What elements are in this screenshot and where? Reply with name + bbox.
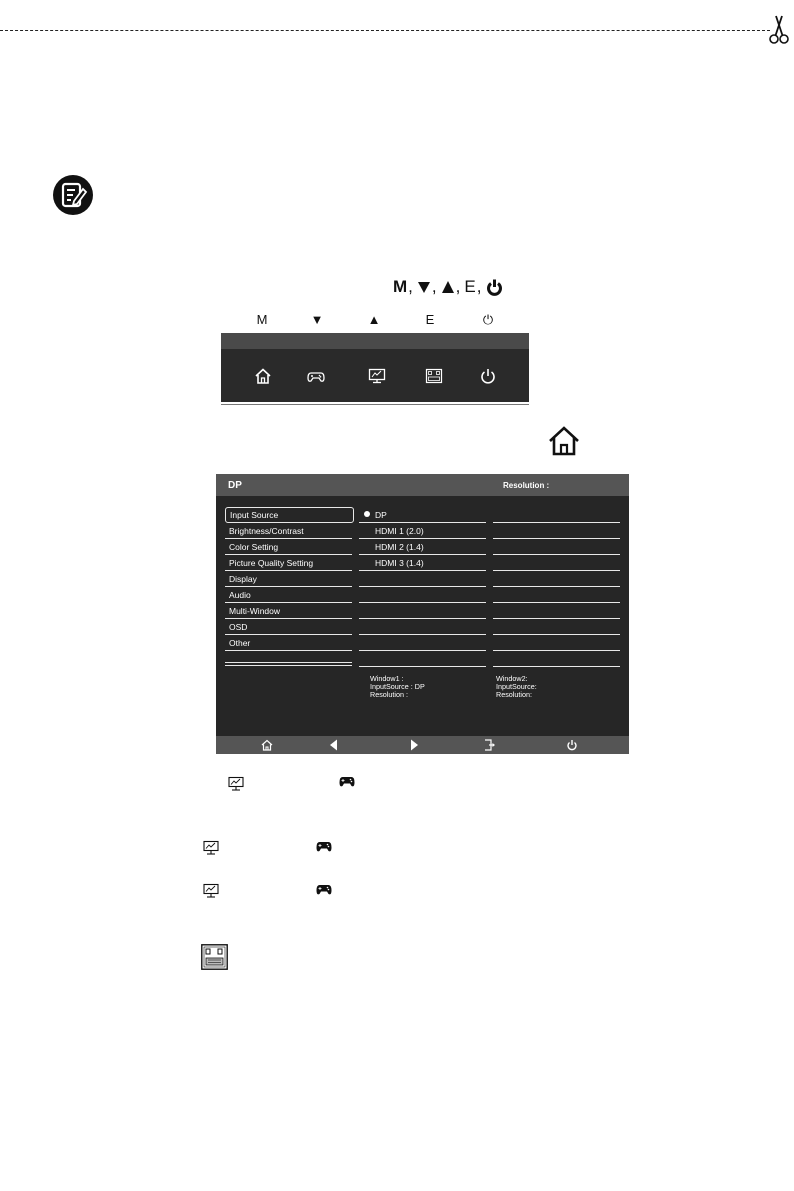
divider <box>359 538 486 539</box>
menu-item-display[interactable] <box>225 572 352 587</box>
monitor-icon[interactable] <box>368 367 386 385</box>
menu-item-other[interactable] <box>225 636 352 651</box>
power-icon <box>486 279 503 296</box>
button-label-down: ▼ <box>310 312 324 327</box>
menu-item-label: Picture Quality Setting <box>229 558 314 568</box>
down-triangle-icon <box>417 280 431 294</box>
divider <box>359 666 486 667</box>
osd-resolution-label: Resolution : <box>503 481 550 490</box>
button-panel <box>221 333 529 402</box>
pip-icon <box>201 944 228 970</box>
home-icon[interactable] <box>261 739 273 751</box>
divider <box>359 602 486 603</box>
divider <box>493 634 620 635</box>
divider <box>493 554 620 555</box>
key-legend <box>393 276 503 298</box>
window2-input: InputSource: <box>496 682 537 691</box>
divider <box>359 586 486 587</box>
separator: , <box>476 277 482 296</box>
separator: , <box>431 277 437 296</box>
button-label-m: M <box>256 312 268 327</box>
power-icon[interactable] <box>479 367 497 385</box>
window2-resolution: Resolution: <box>496 690 532 699</box>
up-triangle-icon <box>441 280 455 294</box>
panel-bottom-rule <box>221 404 529 405</box>
power-icon[interactable] <box>566 739 578 751</box>
menu-item-label: Color Setting <box>229 542 279 552</box>
option-dp[interactable]: DP <box>375 510 387 520</box>
selected-option-dot <box>364 511 370 517</box>
left-arrow-icon[interactable] <box>328 739 340 751</box>
osd-menu <box>216 474 629 754</box>
menu-item-color-setting[interactable] <box>225 540 352 555</box>
monitor-icon <box>228 776 244 792</box>
divider <box>359 618 486 619</box>
cut-line <box>0 30 770 31</box>
window2-info <box>496 675 537 699</box>
right-arrow-icon[interactable] <box>408 739 420 751</box>
menu-item-label: Other <box>229 638 251 648</box>
divider <box>359 634 486 635</box>
divider <box>359 650 486 651</box>
window2-title: Window2: <box>496 674 528 683</box>
divider <box>359 522 486 523</box>
divider <box>493 666 620 667</box>
option-hdmi1[interactable]: HDMI 1 (2.0) <box>375 526 424 536</box>
menu-item-osd[interactable] <box>225 620 352 635</box>
separator: , <box>455 277 461 296</box>
menu-item-label: OSD <box>229 622 248 632</box>
divider <box>359 554 486 555</box>
divider <box>359 570 486 571</box>
key-m-label: M <box>393 277 408 296</box>
menu-item-empty <box>225 651 352 666</box>
menu-item-audio[interactable] <box>225 588 352 603</box>
menu-item-multi-window[interactable] <box>225 604 352 619</box>
exit-icon[interactable] <box>484 739 496 751</box>
monitor-icon <box>203 883 219 899</box>
divider <box>493 570 620 571</box>
window1-input: InputSource : DP <box>370 682 425 691</box>
note-icon <box>52 174 94 216</box>
scissors-icon <box>768 14 790 44</box>
home-icon[interactable] <box>254 367 272 385</box>
window1-title: Window1 : <box>370 674 404 683</box>
monitor-icon <box>203 840 219 856</box>
button-label-e: E <box>425 312 435 327</box>
osd-header <box>216 474 629 496</box>
button-label-up: ▲ <box>367 312 381 327</box>
gamepad-icon <box>316 883 332 897</box>
pip-icon[interactable] <box>425 367 443 385</box>
button-label-power: ⏻ <box>482 312 494 327</box>
osd-source-title: DP <box>228 480 242 491</box>
divider <box>493 650 620 651</box>
separator: , <box>408 277 413 296</box>
home-icon <box>548 425 580 457</box>
menu-item-picture-quality[interactable] <box>225 556 352 571</box>
divider <box>225 662 352 663</box>
menu-item-brightness-contrast[interactable] <box>225 524 352 539</box>
menu-item-label: Input Source <box>230 510 279 520</box>
window1-resolution: Resolution : <box>370 690 408 699</box>
button-labels <box>222 312 528 328</box>
key-e-label: E <box>464 277 476 296</box>
menu-item-label: Display <box>229 574 257 584</box>
window1-info <box>370 675 425 699</box>
gamepad-icon <box>316 840 332 854</box>
osd-footer <box>216 736 629 754</box>
menu-item-label: Audio <box>229 590 251 600</box>
menu-item-input-source[interactable] <box>225 507 354 523</box>
menu-item-label: Brightness/Contrast <box>229 526 304 536</box>
gamepad-icon <box>339 775 355 789</box>
menu-item-label: Multi-Window <box>229 606 281 616</box>
option-hdmi2[interactable]: HDMI 2 (1.4) <box>375 542 424 552</box>
divider <box>493 586 620 587</box>
panel-top-band <box>221 333 529 349</box>
gamepad-icon[interactable] <box>307 367 325 385</box>
divider <box>493 618 620 619</box>
divider <box>493 602 620 603</box>
divider <box>493 538 620 539</box>
divider <box>493 522 620 523</box>
option-hdmi3[interactable]: HDMI 3 (1.4) <box>375 558 424 568</box>
